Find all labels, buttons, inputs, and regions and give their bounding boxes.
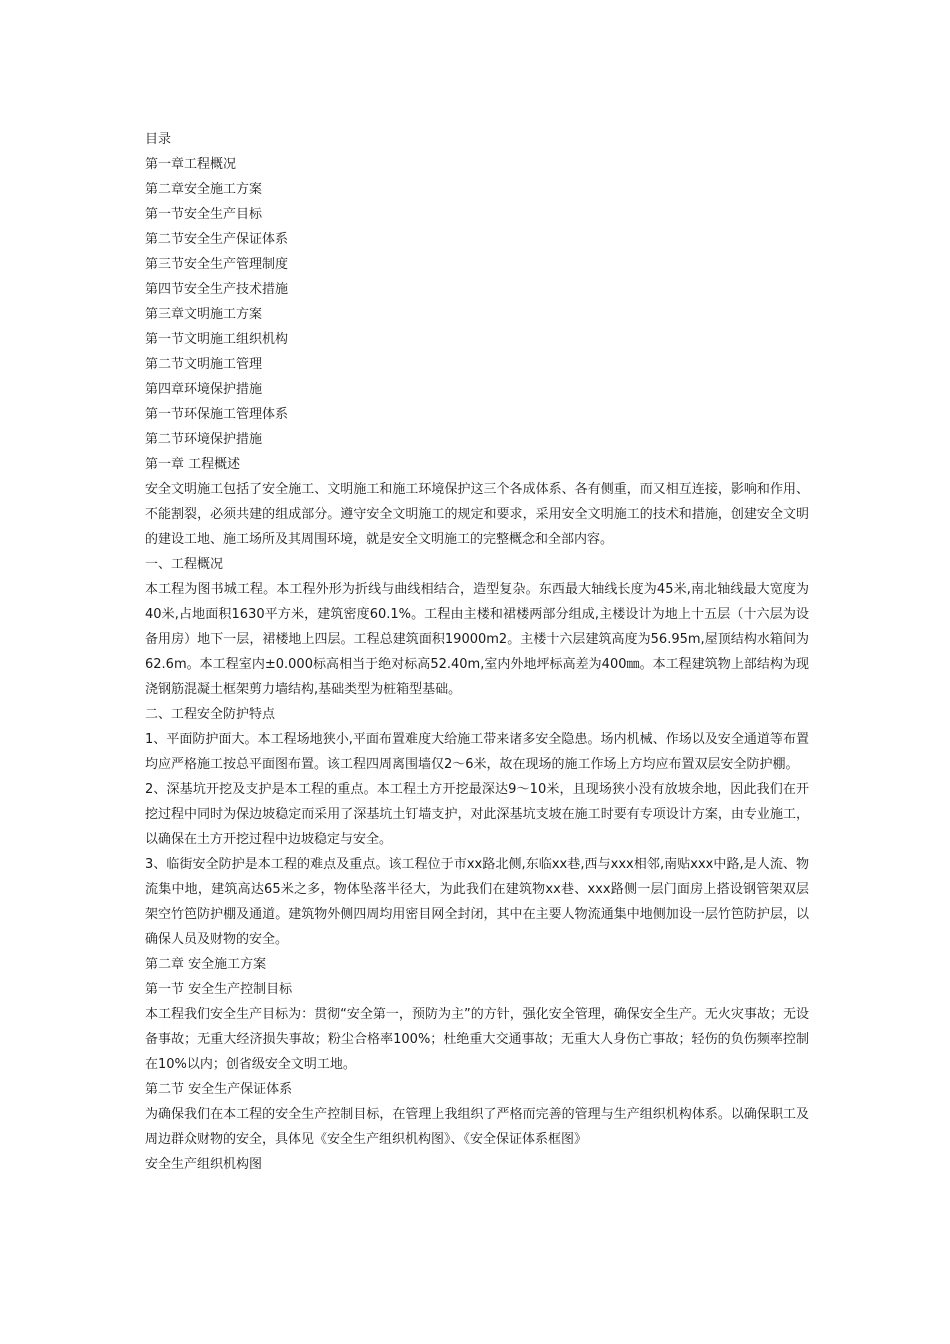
document-content [145,127,809,1177]
toc-item: 第二节安全生产保证体系 [145,232,289,247]
toc-item: 第三节安全生产管理制度 [145,257,289,272]
intro-paragraph: 安全文明施工包括了安全施工、文明施工和施工环境保护这三个各成体系、各有侧重，而又相互连接，影响和作用、不能割裂，必须共建的组成部分。遵守安全文明施工的规定和要求，采用安全文明施工的技术和措施，创建安全文明的建设工地、施工场所及其周围环境，就是安全文明施工的完整概念和全部内容。 [145,482,809,547]
sec2-1-paragraph: 本工程我们安全生产目标为：贯彻“安全第一，预防为主”的方针，强化安全管理，确保安全生产。无火灾事故；无设备事故；无重大经济损失事故；粉尘合格率100%；杜绝重大交通事故；无重大人身伤亡事故；轻伤的负伤频率控制在10%以内；创省级安全文明工地。 [145,1007,809,1072]
toc-item: 第一章工程概况 [145,157,237,172]
toc-item: 第一节安全生产目标 [145,207,263,222]
point3-paragraph: 3、临街安全防护是本工程的难点及重点。该工程位于市xx路北侧,东临xx巷,西与xxx相邻,南贴xxx中路,是人流、物流集中地，建筑高达65米之多，物体坠落半径大，为此我们在建筑物xx巷、xxx路侧一层门面房上搭设钢管架双层架空竹笆防护棚及通道。建筑物外侧四周均用密目网全封闭，其中在主要人物流通集中地侧加设一层竹笆防护层，以确保人员及财物的安全。 [145,857,809,947]
sec2-1-heading: 第一节 安全生产控制目标 [145,982,293,997]
section2-heading: 二、工程安全防护特点 [145,707,276,722]
table-of-contents [145,152,809,452]
toc-item: 第二章安全施工方案 [145,182,263,197]
sec2-2-heading: 第二节 安全生产保证体系 [145,1082,293,1097]
toc-item: 第一节文明施工组织机构 [145,332,289,347]
chapter1-heading: 第一章 工程概述 [145,457,241,472]
section1-heading: 一、工程概况 [145,557,224,572]
org-chart-title: 安全生产组织机构图 [145,1157,263,1172]
toc-item: 第一节环保施工管理体系 [145,407,289,422]
point1-paragraph: 1、平面防护面大。本工程场地狭小,平面布置难度大给施工带来诸多安全隐患。场内机械、作场以及安全通道等布置均应严格施工按总平面图布置。该工程四周离围墙仅2～6米，故在现场的施工作场上方均应布置双层安全防护棚。 [145,732,809,772]
point2-paragraph: 2、深基坑开挖及支护是本工程的重点。本工程土方开挖最深达9～10米，且现场狭小没有放坡余地，因此我们在开挖过程中同时为保边坡稳定而采用了深基坑土钉墙支护，对此深基坑支坡在施工时要有专项设计方案，由专业施工，以确保在土方开挖过程中边坡稳定与安全。 [145,782,809,847]
toc-item: 第三章文明施工方案 [145,307,263,322]
toc-item: 第四章环境保护措施 [145,382,263,397]
toc-item: 第四节安全生产技术措施 [145,282,289,297]
chapter2-heading: 第二章 安全施工方案 [145,957,267,972]
toc-item: 第二节环境保护措施 [145,432,263,447]
toc-title: 目录 [145,132,172,147]
sec2-2-paragraph: 为确保我们在本工程的安全生产控制目标，在管理上我组织了严格而完善的管理与生产组织机构体系。以确保职工及周边群众财物的安全，具体见《安全生产组织机构图》、《安全保证体系框图》 [145,1107,809,1147]
overview-paragraph: 本工程为图书城工程。本工程外形为折线与曲线相结合，造型复杂。东西最大轴线长度为45米,南北轴线最大宽度为40米,占地面积1630平方米，建筑密度60.1%。工程由主楼和裙楼两部分组成,主楼设计为地上十五层（十六层为设备用房）地下一层，裙楼地上四层。工程总建筑面积19000m2。主楼十六层建筑高度为56.95m,屋顶结构水箱间为62.6m。本工程室内±0.000标高相当于绝对标高52.40m,室内外地坪标高差为400㎜。本工程建筑物上部结构为现浇钢筋混凝土框架剪力墙结构,基础类型为桩箱型基础。 [145,582,809,697]
toc-item: 第二节文明施工管理 [145,357,263,372]
